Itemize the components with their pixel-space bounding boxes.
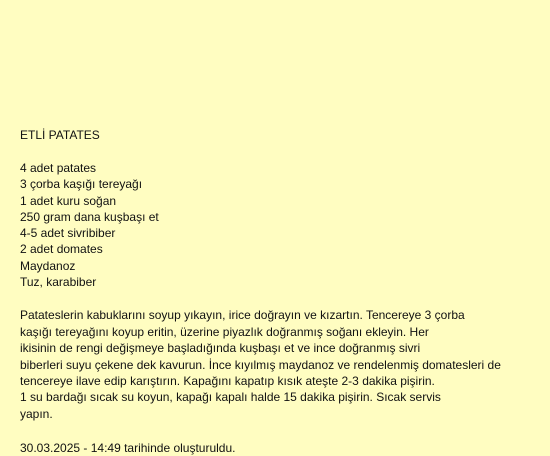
instruction-line: kaşığı tereyağını koyup eritin, üzerine piyazlık doğranmış soğanı ekleyin. Her <box>20 324 429 339</box>
ingredient-item: Tuz, karabiber <box>20 275 97 290</box>
ingredient-item: 250 gram dana kuşbaşı et <box>20 209 159 224</box>
instruction-line: yapın. <box>20 406 53 421</box>
instruction-line: biberleri suyu çekene dek kavurun. İnce kıyılmış maydanoz ve rendelenmiş domatesleri de <box>20 357 501 372</box>
creation-timestamp: 30.03.2025 - 14:49 tarihinde oluşturuldu. <box>20 441 236 456</box>
ingredient-list <box>20 160 540 290</box>
ingredient-item: 1 adet kuru soğan <box>20 193 117 208</box>
instruction-line: tencereye ilave edip karıştırın. Kapağını kapatıp kısık ateşte 2-3 dakika pişirin. <box>20 373 435 388</box>
recipe-document <box>20 127 540 456</box>
instruction-line: 1 su bardağı sıcak su koyun, kapağı kapalı halde 15 dakika pişirin. Sıcak servis <box>20 390 441 405</box>
recipe-title: ETLİ PATATES <box>20 128 100 142</box>
ingredient-item: 3 çorba kaşığı tereyağı <box>20 177 143 192</box>
ingredient-item: 2 adet domates <box>20 242 103 257</box>
ingredient-item: 4 adet patates <box>20 161 97 175</box>
ingredient-item: 4-5 adet sivribiber <box>20 226 116 241</box>
ingredient-item: Maydanoz <box>20 258 76 273</box>
preparation-instructions <box>20 307 540 422</box>
instruction-line: ikisinin de rengi değişmeye başladığında kuşbaşı et ve ince doğranmış sivri <box>20 341 421 356</box>
instruction-line: Patateslerin kabuklarını soyup yıkayın, irice doğrayın ve kızartın. Tencereye 3 çorba <box>20 308 465 323</box>
